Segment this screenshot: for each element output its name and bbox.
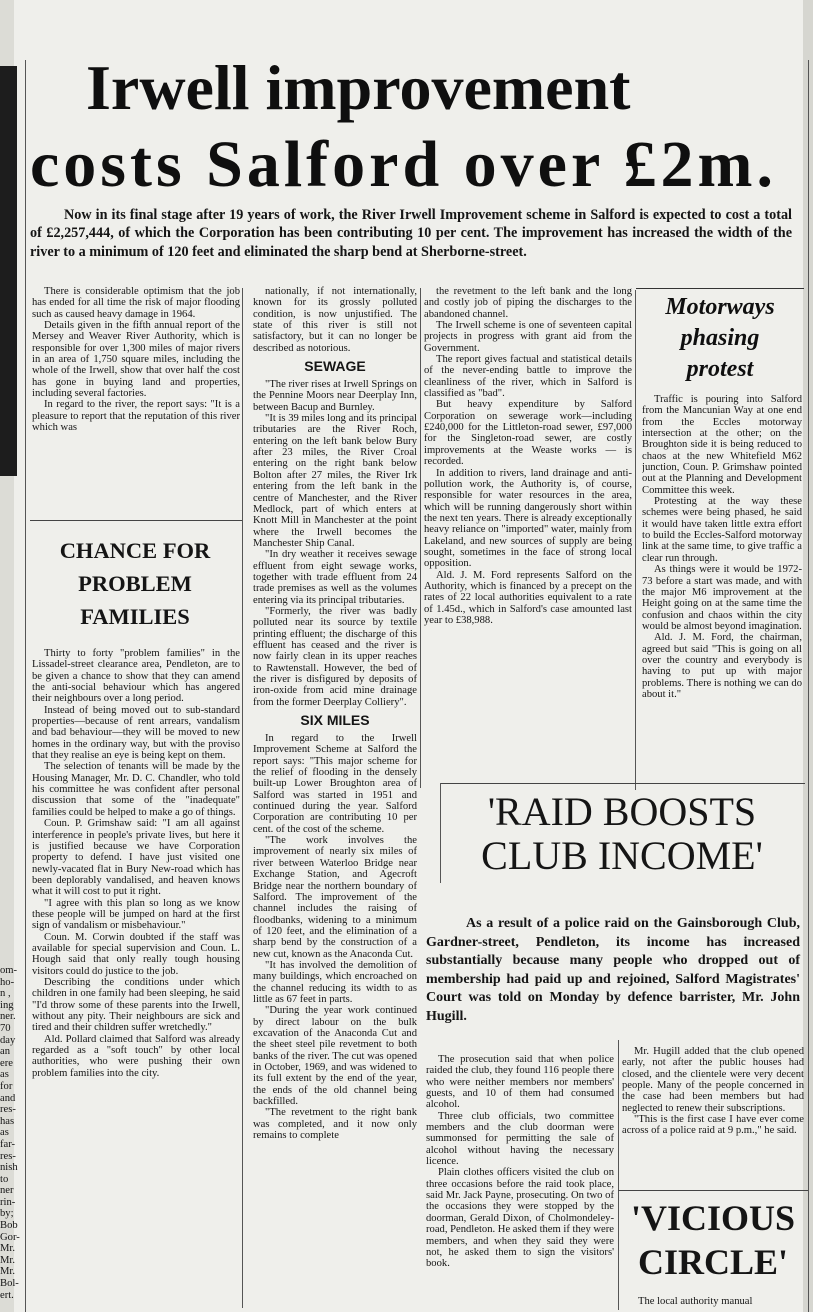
sewage-paras-paragraph: "It is 39 miles long and its principal tributaries are the River Roch, entering on the left bank below Bury after 23 miles, the River Croal entering on the right bank below Bolton after 27 miles, the River Irk entering from the left bank in the centre of Manchester, and the River Medlock, part of which enters at Knott Mill in Manchester at the point where the Irwell becomes the Manchester Ship Canal. <box>253 413 417 549</box>
col3-paras-paragraph: But heavy expenditure by Salford Corporation on sewerage work—including £240,000 for the Littleton-road sewer, £97,000 for the Singleton-road sewer, are costly improvements at the Weaste works — is recorded. <box>424 399 632 468</box>
margin-fragment: 70 <box>0 1022 11 1034</box>
chance-paras-paragraph: Coun. M. Corwin doubted if the staff was available for special supervision and Coun. L. Hough said that only really tough housing visitors could do justice to the job. <box>32 931 240 977</box>
motorways-body <box>642 394 802 774</box>
chance-headline-line-3: FAMILIES <box>80 604 190 629</box>
chance-headline <box>30 534 240 633</box>
vicious-lead: The local authority manual <box>638 1296 753 1307</box>
irwell-column-1 <box>32 286 240 518</box>
margin-fragment: Bol- <box>0 1278 19 1290</box>
margin-fragment: and <box>0 1092 16 1104</box>
margin-fragment: Gor- <box>0 1231 20 1243</box>
col3-paras-paragraph: The Irwell scheme is one of seventeen capital projects in progress with grant aid from the Government. <box>424 320 632 354</box>
raid-headline-line-2: CLUB INCOME' <box>481 833 763 878</box>
margin-fragment: nish <box>0 1162 18 1174</box>
margin-fragment: by; <box>0 1208 14 1220</box>
main-headline-line-2: costs Salford over £2m. <box>30 128 778 201</box>
standfirst: Now in its final stage after 19 years of work, the River Irwell Improvement scheme in Salford is expected to cost a total of £2,257,444, of which the Corporation has been contributing 10 per cent. The improvement has increased the width of the river to a minimum of 120 feet and eliminated the sharp bend at Sherborne-street. <box>30 207 792 260</box>
col2-paras-paragraph: nationally, if not internationally, known for its grossly polluted condition, is now unjustified. The state of this river is still not satisfactory, but it can no longer be described as notorious. <box>253 286 417 354</box>
six-miles-paras-paragraph: "During the year work continued by direct labour on the bulk excavation of the Anaconda Cut and the sheet steel pile revetment to both banks of the river. The cut was opened in October, 1969, and was widened to its full extent by the end of the year, the ends of the old channel being backfilled. <box>253 1005 417 1108</box>
margin-fragment: Mr. <box>0 1243 16 1255</box>
margin-fragment: day <box>0 1034 16 1046</box>
raid-body-left <box>426 1054 614 1310</box>
margin-fragment: an <box>0 1046 10 1058</box>
margin-fragment: Mr. <box>0 1254 16 1266</box>
col1-paras-paragraph: In regard to the river, the report says: "It is a pleasure to report that the reputation of this river which was <box>32 399 240 434</box>
margin-fragment: Mr. <box>0 1266 16 1278</box>
sewage-paras-paragraph: "Formerly, the river was badly polluted near its source by textile printing effluent; the discharge of this effluent has ceased and the river is now fairly clean in its upper reaches to Rawtenstall. However, the bed of the river is disfigured by deposits of iron-oxide from acid mine drainage from the former Deerplay Colliery". <box>253 605 417 708</box>
margin-fragment: ere <box>0 1057 13 1069</box>
margin-fragment: res- <box>0 1150 16 1162</box>
motorways-paras-paragraph: Traffic is pouring into Salford from the Mancunian Way at one end from the Eccles motorway intersection at the other; on the Broughton side it is being reduced to chaos at the new Whitefield M62 junction, Coun. P. Grimshaw pointed out at the Planning and Development Committee this week. <box>642 394 802 496</box>
chance-paras-paragraph: Instead of being moved out to sub-standard properties—because of rent arrears, vandalism and bad behaviour—they will be moved to new homes in the ordinary way, but with the proviso that they realise an eye is being kept on them. <box>32 704 240 762</box>
col3-paras-paragraph: The report gives factual and statistical details of the never-ending battle to improve the cleanliness of the river, which in Salford is classified as "bad". <box>424 354 632 400</box>
motorways-headline-line-1: Motorways <box>665 294 775 320</box>
chance-paras-paragraph: Thirty to forty "problem families" in the Lissadel-street clearance area, Pendleton, are to be given a chance to show that they can amend the anti-social behaviour which has angered their neighbours over a long period. <box>32 648 240 705</box>
vicious-headline-line-1: 'VICIOUS <box>630 1198 796 1238</box>
col3-paras-paragraph: the revetment to the left bank and the long and costly job of piping the discharges to the abandoned channel. <box>424 286 632 320</box>
sewage-heading: SEWAGE <box>304 358 366 375</box>
margin-fragment: ho- <box>0 976 15 988</box>
six-miles-paras-paragraph: "It has involved the demolition of many buildings, which encroached on the channel reducing its width to as little as 67 feet in parts. <box>253 959 417 1005</box>
margin-fragment: for <box>0 1080 13 1092</box>
irwell-column-3 <box>424 286 632 770</box>
six-miles-heading: SIX MILES <box>300 712 370 729</box>
chance-paras-paragraph: Describing the conditions under which children in one family had been sleeping, he said "I'd throw some of these parents into the Irwell, without any pity. Their neighbours are sick and tired and their children suffer wretchedly." <box>32 976 240 1034</box>
chance-paras-paragraph: Coun. P. Grimshaw said: "I am all against interference in people's private lives, but here it is justified because we have Corporation property to defend. I have just visited one newly-vacated flat in Bury New-road which has been deplorably vandalised, and heaven knows what it will cost to put it right. <box>32 818 240 898</box>
motorways-paras-paragraph: As things were it would be 1972-73 before a start was made, and with the major M6 improvement at the Height going on at the same time the confusion and chaos within the city would be almost beyond imagination. <box>642 564 802 632</box>
margin-fragment: to <box>0 1173 9 1185</box>
motorways-headline-line-2: phasing <box>680 325 760 351</box>
margin-fragments <box>0 965 24 1310</box>
raid-col-left-paragraph: The prosecution said that when police raided the club, they found 116 people there who were neither members nor members' guests, and 10 of them had consumed alcohol. <box>426 1054 614 1111</box>
margin-fragment: rin- <box>0 1196 16 1208</box>
raid-col-right-paragraph: Mr. Hugill added that the club opened early, not after the public houses had closed, and the clientele were very decent people. Many of the people concerned in the case had been members but had neglected to renew their subscriptions. <box>622 1046 804 1114</box>
chance-headline-line-2: PROBLEM <box>78 571 192 596</box>
chance-paras-paragraph: The selection of tenants will be made by the Housing Manager, Mr. D. C. Chandler, who told his committee he was confident after personal discussion that some of the "inadequate" families could be helped to make a go of things. <box>32 761 240 818</box>
margin-fragment: om- <box>0 965 18 976</box>
sewage-paras-paragraph: "In dry weather it receives sewage effluent from eight sewage works, together with trade effluent from 24 trade premises as well as the volumes entering via its principal tributaries. <box>253 549 417 606</box>
chance-headline-line-1: CHANCE FOR <box>59 538 211 563</box>
motorways-paras-paragraph: Ald. J. M. Ford, the chairman, agreed but said "This is going on all over the country and everybody is having to put up with major problems. There is nothing we can do about it." <box>642 632 802 700</box>
margin-fragment: as <box>0 1069 9 1081</box>
irwell-column-2 <box>253 286 417 1300</box>
margin-fragment: ner. <box>0 1011 16 1023</box>
sewage-paras-paragraph: "The river rises at Irwell Springs on the Pennine Moors near Deerplay Inn, between Bacup and Burnley. <box>253 379 417 413</box>
raid-col-left-paragraph: Plain clothes officers visited the club on three occasions before the raid took place, said Mr. Jack Payne, prosecuting. On two of the occasions they were stopped by the doorman, Gerald Dixon, of Cholmondeley-road, Pendleton. He asked them if they were members, and when they said they were not, he asked them to sign the visitors' book. <box>426 1167 614 1270</box>
raid-headline <box>442 790 802 878</box>
raid-body-right <box>622 1046 804 1186</box>
six-miles-paras-paragraph: "The revetment to the right bank was completed, and it now only remains to complete <box>253 1107 417 1142</box>
margin-fragment: Bob <box>0 1220 18 1232</box>
motorways-headline <box>640 292 800 385</box>
raid-col-right-paragraph: "This is the first case I have ever come across of a police raid at 9 p.m.," he said. <box>622 1114 804 1137</box>
chance-body <box>32 648 240 1300</box>
raid-headline-line-1: 'RAID BOOSTS <box>487 789 757 834</box>
photo-fragment <box>0 66 17 476</box>
col3-paras-paragraph: Ald. J. M. Ford represents Salford on the Authority, which is financed by a precept on the rates of 22 local authorities equivalent to a rate of 1.45d., which in Salford's case amounted last year to £38,988. <box>424 569 632 626</box>
margin-fragment: ner <box>0 1185 14 1197</box>
six-miles-paras-paragraph: "The work involves the improvement of nearly six miles of river between Waterloo Bridge near Exchange Station, and Agecroft Bridge near the northern boundary of Salford. The improvement of the channel includes the raising of floodbanks, widening to a minimum of 120 feet, and the elimination of a sharp bend by the construction of a new cut, known as the Anaconda Cut. <box>253 835 417 960</box>
margin-fragment: res- <box>0 1104 16 1116</box>
margin-fragment: n , <box>0 988 11 1000</box>
motorways-paras-paragraph: Protesting at the way these schemes were being phased, he said it would have taken little extra effort to build the Eccles-Salford motorway link at the same time, to give traffic a clear run through. <box>642 496 802 564</box>
six-miles-paras-paragraph: In regard to the Irwell Improvement Scheme at Salford the report says: "This major scheme for the relief of flooding in the densely built-up Lower Broughton area of Salford was started in 1951 and continued during the year. Salford Corporation are contributing 10 per cent. of the cost of the scheme. <box>253 733 417 835</box>
col3-paras-paragraph: In addition to rivers, land drainage and anti-pollution work, the Authority is, of course, responsible for water resources in the area, which will be running dangerously short within the next ten years. There is already exceptionally heavy reliance on "imported" water, mainly from Lakeland, and new sources of supply are being sought, sometimes in the face of strong local opposition. <box>424 467 632 570</box>
raid-col-left-paragraph: Three club officials, two committee members and the club doorman were summonsed for permitting the sale of alcohol without having the necessary licence. <box>426 1110 614 1168</box>
motorways-headline-line-3: protest <box>686 356 754 382</box>
margin-fragment: ing <box>0 999 14 1011</box>
margin-fragment: ert. <box>0 1289 14 1301</box>
margin-fragment: as <box>0 1127 9 1139</box>
vicious-headline-line-2: CIRCLE' <box>637 1242 789 1282</box>
margin-fragment: has <box>0 1115 15 1127</box>
col1-paras-paragraph: There is considerable optimism that the job has ended for all time the risk of major flooding such as caused heavy damage in 1964. <box>32 286 240 320</box>
chance-paras-paragraph: Ald. Pollard claimed that Salford was already regarded as a "soft touch" by other local authorities, who were pushing their own problem families into the city. <box>32 1033 240 1079</box>
vicious-headline <box>620 1196 806 1284</box>
col1-paras-paragraph: Details given in the fifth annual report of the Mersey and Weaver River Authority, which is responsible for over 1,300 miles of major rivers in an area of 1,750 square miles, including the whole of the Irwell, show that over half the cost has gone in buying land and properties, including several factories. <box>32 320 240 400</box>
main-headline-line-1: Irwell improvement <box>86 52 631 123</box>
margin-fragment: far- <box>0 1138 16 1150</box>
raid-standfirst: As a result of a police raid on the Gainsborough Club, Gardner-street, Pendleton, its income has increased substantially because many people who dropped out of membership had paid up and rejoined, Salford Magistrates' Court was told on Monday by defence barrister, Mr. John Hugill. <box>426 916 800 1024</box>
chance-paras-paragraph: "I agree with this plan so long as we know these people will be jumped on hard at the first sign of vandalism or misbehaviour." <box>32 897 240 932</box>
